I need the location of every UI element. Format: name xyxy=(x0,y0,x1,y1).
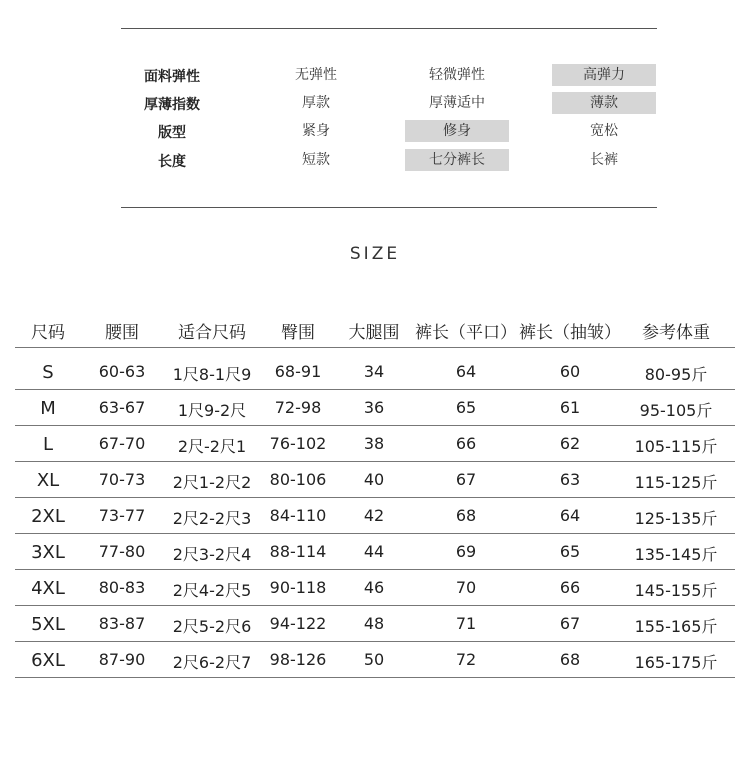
table-cell: 2尺4-2尺5 xyxy=(172,581,252,600)
table-row-divider xyxy=(15,389,735,390)
table-cell: 125-135斤 xyxy=(634,509,718,528)
table-cell: 67-70 xyxy=(98,434,146,453)
size-label-cell: 6XL xyxy=(31,650,65,671)
table-cell: 2尺2-2尺3 xyxy=(172,509,252,528)
column-header: 大腿围 xyxy=(348,323,400,343)
table-cell: 68 xyxy=(455,506,477,525)
attribute-label: 厚薄指数 xyxy=(144,97,200,113)
table-cell: 73-77 xyxy=(98,506,146,525)
table-cell: 72-98 xyxy=(274,398,322,417)
table-row-divider xyxy=(15,569,735,570)
table-cell: 34 xyxy=(363,362,385,381)
attribute-label: 版型 xyxy=(158,125,186,141)
table-cell: 67 xyxy=(455,470,477,489)
table-cell: 95-105斤 xyxy=(639,401,713,420)
table-cell: 105-115斤 xyxy=(634,437,718,456)
attribute-option-selected: 薄款 xyxy=(552,92,656,114)
table-cell: 1尺8-1尺9 xyxy=(172,365,252,384)
table-cell: 67 xyxy=(559,614,581,633)
table-cell: 61 xyxy=(559,398,581,417)
table-cell: 83-87 xyxy=(98,614,146,633)
table-cell: 80-106 xyxy=(269,470,327,489)
table-cell: 1尺9-2尺 xyxy=(177,401,247,420)
table-cell: 2尺5-2尺6 xyxy=(172,617,252,636)
column-header: 尺码 xyxy=(31,323,65,343)
table-cell: 87-90 xyxy=(98,650,146,669)
column-header: 裤长（平口） xyxy=(415,323,517,343)
attributes-top-rule xyxy=(121,28,657,29)
table-cell: 94-122 xyxy=(269,614,327,633)
attribute-label: 面料弹性 xyxy=(144,69,200,85)
table-cell: 70 xyxy=(455,578,477,597)
table-row-divider xyxy=(15,641,735,642)
table-cell: 88-114 xyxy=(269,542,327,561)
attribute-option: 轻微弹性 xyxy=(429,67,485,83)
column-header: 腰围 xyxy=(105,323,139,343)
size-label-cell: 5XL xyxy=(31,614,65,635)
attribute-option: 宽松 xyxy=(590,123,618,139)
attribute-option: 长裤 xyxy=(590,152,618,168)
table-cell: 44 xyxy=(363,542,385,561)
table-cell: 76-102 xyxy=(269,434,327,453)
table-cell: 63 xyxy=(559,470,581,489)
table-cell: 65 xyxy=(559,542,581,561)
attribute-option-selected: 修身 xyxy=(405,120,509,142)
table-cell: 2尺3-2尺4 xyxy=(172,545,252,564)
attribute-option: 无弹性 xyxy=(295,67,337,83)
table-row-divider xyxy=(15,677,735,678)
table-cell: 68 xyxy=(559,650,581,669)
attribute-option-selected: 七分裤长 xyxy=(405,149,509,171)
table-cell: 46 xyxy=(363,578,385,597)
table-cell: 64 xyxy=(455,362,477,381)
table-cell: 64 xyxy=(559,506,581,525)
table-cell: 77-80 xyxy=(98,542,146,561)
attribute-option: 短款 xyxy=(302,152,330,168)
attribute-label: 长度 xyxy=(158,154,186,170)
table-cell: 2尺-2尺1 xyxy=(177,437,247,456)
column-header: 臀围 xyxy=(281,323,315,343)
column-header: 裤长（抽皱） xyxy=(519,323,621,343)
size-label-cell: L xyxy=(42,434,54,455)
table-cell: 65 xyxy=(455,398,477,417)
table-cell: 155-165斤 xyxy=(634,617,718,636)
table-cell: 72 xyxy=(455,650,477,669)
column-header: 适合尺码 xyxy=(178,323,246,343)
table-cell: 165-175斤 xyxy=(634,653,718,672)
attributes-bottom-rule xyxy=(121,207,657,208)
attribute-option: 厚款 xyxy=(302,95,330,111)
attribute-option-selected: 高弹力 xyxy=(552,64,656,86)
table-cell: 66 xyxy=(455,434,477,453)
table-cell: 2尺1-2尺2 xyxy=(172,473,252,492)
table-cell: 48 xyxy=(363,614,385,633)
size-label-cell: 4XL xyxy=(31,578,65,599)
table-row-divider xyxy=(15,461,735,462)
table-row-divider xyxy=(15,425,735,426)
table-cell: 68-91 xyxy=(274,362,322,381)
size-label-cell: XL xyxy=(36,470,60,491)
table-cell: 42 xyxy=(363,506,385,525)
table-cell: 63-67 xyxy=(98,398,146,417)
size-label-cell: M xyxy=(40,398,56,419)
size-label-cell: 2XL xyxy=(31,506,65,527)
table-cell: 145-155斤 xyxy=(634,581,718,600)
table-cell: 62 xyxy=(559,434,581,453)
table-row-divider xyxy=(15,347,735,348)
table-cell: 90-118 xyxy=(269,578,327,597)
table-row-divider xyxy=(15,605,735,606)
table-cell: 60-63 xyxy=(98,362,146,381)
table-cell: 60 xyxy=(559,362,581,381)
attribute-option: 紧身 xyxy=(302,123,330,139)
table-cell: 40 xyxy=(363,470,385,489)
table-cell: 115-125斤 xyxy=(634,473,718,492)
table-cell: 98-126 xyxy=(269,650,327,669)
table-cell: 36 xyxy=(363,398,385,417)
table-cell: 2尺6-2尺7 xyxy=(172,653,252,672)
column-header: 参考体重 xyxy=(642,323,710,343)
table-cell: 69 xyxy=(455,542,477,561)
size-label-cell: 3XL xyxy=(31,542,65,563)
table-cell: 66 xyxy=(559,578,581,597)
table-cell: 80-83 xyxy=(98,578,146,597)
table-row-divider xyxy=(15,497,735,498)
table-row-divider xyxy=(15,533,735,534)
size-label-cell: S xyxy=(42,362,54,383)
table-cell: 38 xyxy=(363,434,385,453)
size-section-title: SIZE xyxy=(349,244,401,264)
table-cell: 80-95斤 xyxy=(644,365,708,384)
table-cell: 50 xyxy=(363,650,385,669)
table-cell: 71 xyxy=(455,614,477,633)
attribute-option: 厚薄适中 xyxy=(429,95,485,111)
table-cell: 135-145斤 xyxy=(634,545,718,564)
table-cell: 70-73 xyxy=(98,470,146,489)
table-cell: 84-110 xyxy=(269,506,327,525)
